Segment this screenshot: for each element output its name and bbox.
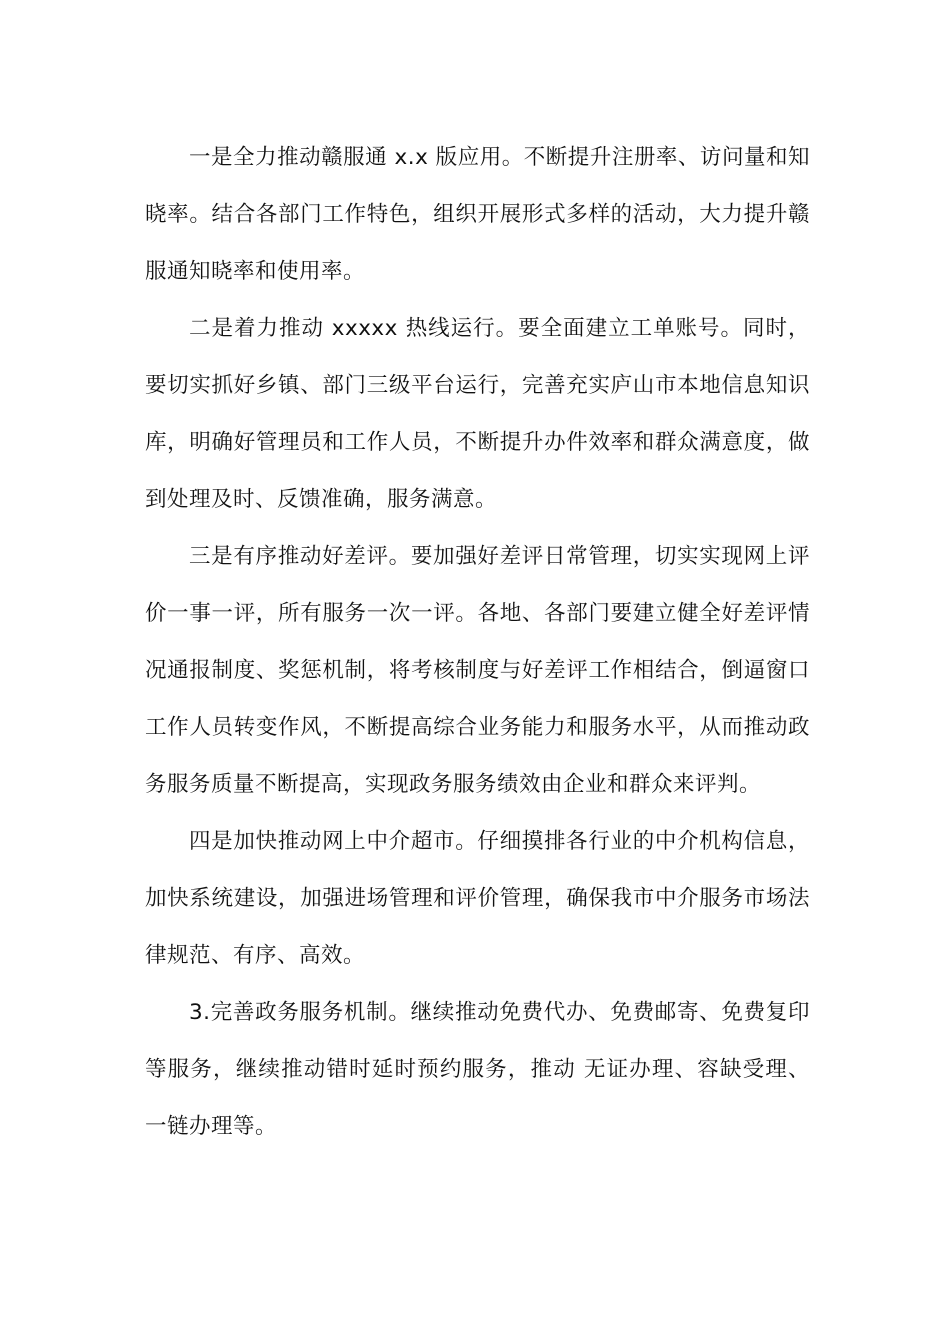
paragraph-1: 一是全力推动赣服通 x.x 版应用。不断提升注册率、访问量和知晓率。结合各部门工作特色，组织开展形式多样的活动，大力提升赣服通知晓率和使用率。 (145, 145, 810, 284)
paragraph-2: 二是着力推动 xxxxx 热线运行。要全面建立工单账号。同时，要切实抓好乡镇、部门三级平台运行，完善充实庐山市本地信息知识库，明确好管理员和工作人员，不断提升办件效率和群众满意度，做到处理及时、反馈准确，服务满意。 (145, 316, 810, 512)
paragraph-4: 四是加快推动网上中介超市。仔细摸排各行业的中介机构信息，加快系统建设，加强进场管理和评价管理，确保我市中介服务市场法律规范、有序、高效。 (145, 829, 810, 968)
paragraph-3: 三是有序推动好差评。要加强好差评日常管理，切实实现网上评价一事一评，所有服务一次一评。各地、各部门要建立健全好差评情况通报制度、奖惩机制，将考核制度与好差评工作相结合，倒逼窗口工作人员转变作风，不断提高综合业务能力和服务水平，从而推动政务服务质量不断提高，实现政务服务绩效由企业和群众来评判。 (145, 544, 810, 797)
document-body (145, 129, 810, 1155)
paragraph-5: 3.完善政务服务机制。继续推动免费代办、免费邮寄、免费复印等服务，继续推动错时延时预约服务，推动 无证办理、容缺受理、一链办理等。 (145, 1000, 810, 1139)
